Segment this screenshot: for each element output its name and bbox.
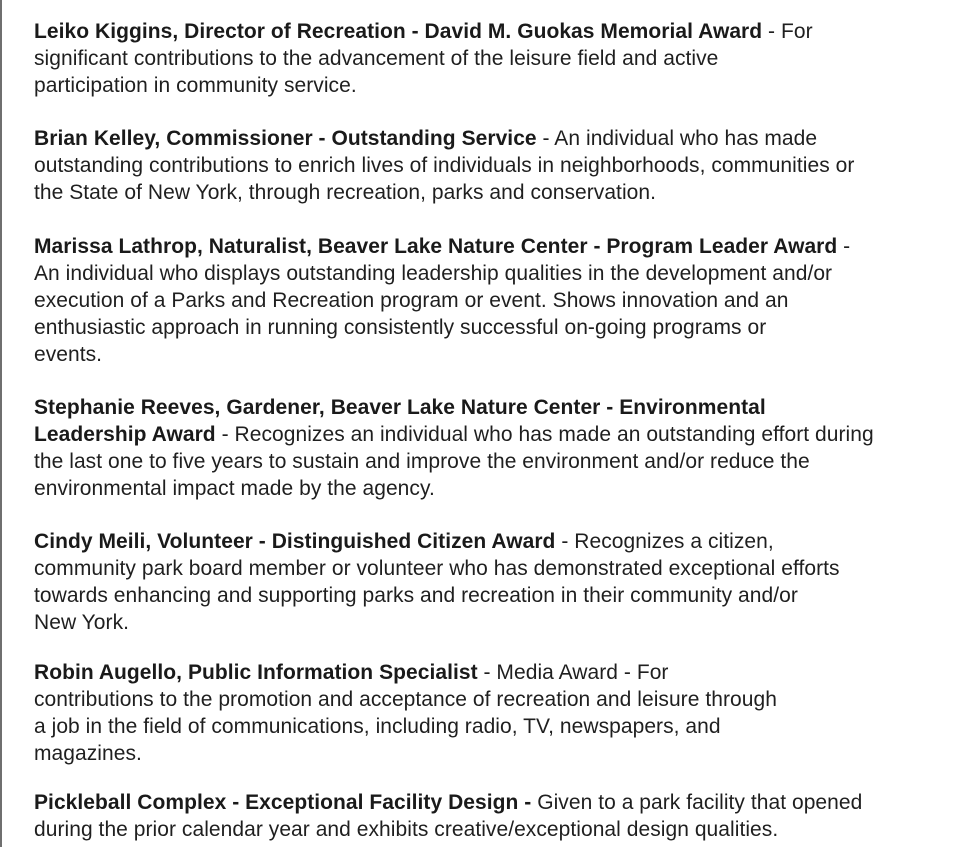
- text-line: [34, 528, 934, 555]
- award-title: Leadership Award: [34, 423, 216, 446]
- award-description: magazines.: [34, 742, 142, 765]
- text-line: [34, 45, 934, 72]
- award-entry-kiggins: [34, 18, 934, 99]
- text-line: [34, 421, 934, 448]
- text-line: [34, 789, 934, 816]
- award-entry-augello: [34, 659, 934, 767]
- text-line: [34, 555, 934, 582]
- award-description: An individual who displays outstanding leadership qualities in the development and/or: [34, 262, 833, 285]
- text-line: [34, 740, 934, 767]
- text-line: [34, 448, 934, 475]
- award-title: Marissa Lathrop, Naturalist, Beaver Lake Nature Center - Program Leader Award: [34, 235, 838, 258]
- text-line: [34, 713, 934, 740]
- award-description: Given to a park facility that opened: [531, 791, 863, 814]
- award-description: the last one to five years to sustain and improve the environment and/or reduce the: [34, 450, 810, 473]
- award-title: Cindy Meili, Volunteer - Distinguished Citizen Award: [34, 530, 556, 553]
- text-line: [34, 394, 934, 421]
- text-line: [34, 659, 934, 686]
- award-description: - Media Award - For: [477, 661, 669, 684]
- award-title: Robin Augello, Public Information Specialist: [34, 661, 478, 684]
- award-entry-reeves: [34, 394, 934, 502]
- award-description: execution of a Parks and Recreation program or event. Shows innovation and an: [34, 289, 789, 312]
- text-line: [34, 18, 934, 45]
- award-description: outstanding contributions to enrich lives of individuals in neighborhoods, communities or: [34, 154, 855, 177]
- award-title: Pickleball Complex - Exceptional Facility Design -: [34, 791, 532, 814]
- text-line: [34, 582, 934, 609]
- award-entry-meili: [34, 528, 934, 636]
- text-line: [34, 341, 934, 368]
- award-description: enthusiastic approach in running consistently successful on-going programs or: [34, 316, 767, 339]
- text-line: [34, 609, 934, 636]
- award-description: during the prior calendar year and exhibits creative/exceptional design qualities.: [34, 818, 779, 841]
- award-description: - For: [762, 20, 813, 43]
- award-entry-lathrop: [34, 233, 934, 368]
- text-line: [34, 125, 934, 152]
- award-description: - Recognizes an individual who has made an outstanding effort during: [215, 423, 874, 446]
- text-line: [34, 287, 934, 314]
- award-description: - An individual who has made: [536, 127, 818, 150]
- text-line: [34, 152, 934, 179]
- text-line: [34, 233, 934, 260]
- award-entry-pickleball: [34, 789, 934, 843]
- award-title: Brian Kelley, Commissioner - Outstanding Service: [34, 127, 537, 150]
- text-line: [34, 686, 934, 713]
- award-description: a job in the field of communications, including radio, TV, newspapers, and: [34, 715, 721, 738]
- award-description: towards enhancing and supporting parks and recreation in their community and/or: [34, 584, 798, 607]
- award-description: events.: [34, 343, 103, 366]
- award-description: -: [837, 235, 851, 258]
- award-description: the State of New York, through recreation, parks and conservation.: [34, 181, 656, 204]
- award-description: contributions to the promotion and acceptance of recreation and leisure through: [34, 688, 777, 711]
- award-description: community park board member or volunteer who has demonstrated exceptional efforts: [34, 557, 840, 580]
- award-description: New York.: [34, 611, 130, 634]
- text-line: [34, 314, 934, 341]
- text-line: [34, 475, 934, 502]
- text-line: [34, 72, 934, 99]
- text-line: [34, 260, 934, 287]
- award-title: Leiko Kiggins, Director of Recreation - David M. Guokas Memorial Award: [34, 20, 763, 43]
- text-line: [34, 179, 934, 206]
- award-entry-kelley: [34, 125, 934, 206]
- award-description: environmental impact made by the agency.: [34, 477, 435, 500]
- award-description: significant contributions to the advancement of the leisure field and active: [34, 47, 719, 70]
- award-description: participation in community service.: [34, 74, 357, 97]
- text-line: [34, 816, 934, 843]
- award-description: - Recognizes a citizen,: [555, 530, 774, 553]
- award-title: Stephanie Reeves, Gardener, Beaver Lake Nature Center - Environmental: [34, 396, 766, 419]
